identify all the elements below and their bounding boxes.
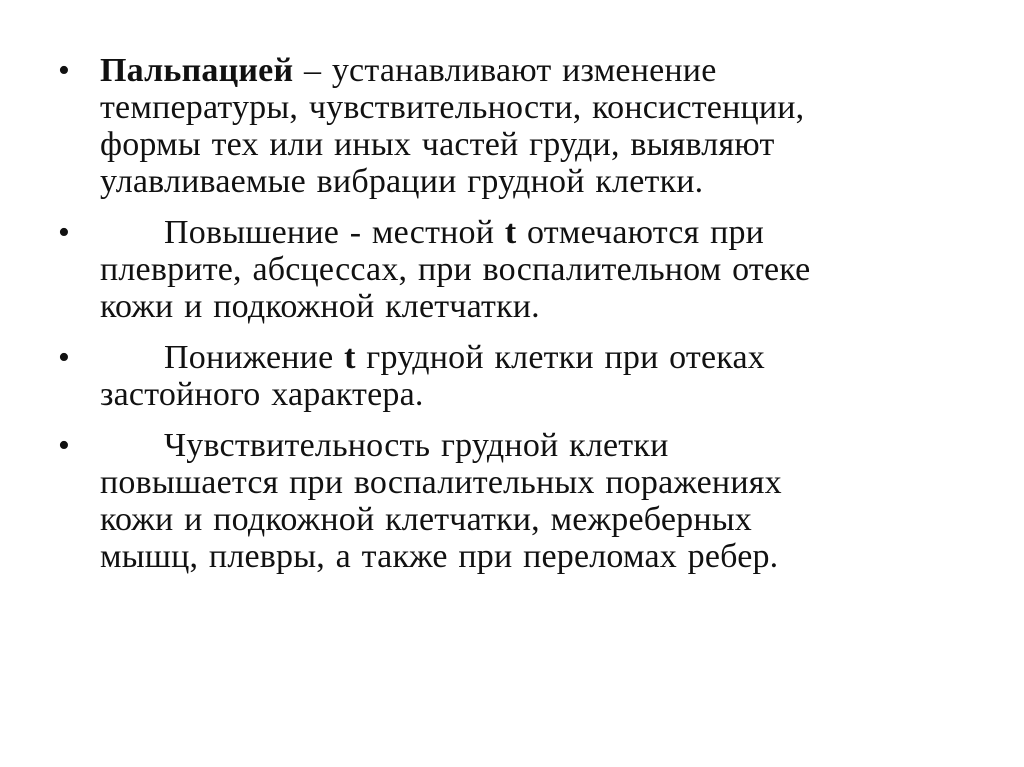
list-item-text [100,427,960,575]
list-item-text [100,339,960,413]
bullet-icon: • [58,427,70,464]
bullet-icon: • [58,214,70,251]
t-bold: t [344,339,356,376]
list-item-text [100,52,960,200]
t-bold: t [504,214,517,251]
text-line: улавливаемые вибрации грудной клетки. [100,163,704,200]
text-span: грудной клетки при отеках [355,339,765,376]
list-item-palpation [0,52,1024,200]
text-line: застойного характера. [100,376,424,413]
text-span: отмечаются при [516,214,765,251]
term-bold: Пальпацией [100,52,294,89]
text-line: кожи и подкожной клетчатки, межреберных [100,501,752,538]
list-item-text [100,214,960,325]
text-line: формы тех или иных частей груди, выявляют [100,126,775,163]
text-line [100,427,960,464]
text-line [100,339,960,376]
text-line: температуры, чувствительности, консистенции, [100,89,805,126]
text-span: Чувствительность грудной клетки [164,427,669,464]
text-span: Повышение - местной [164,214,505,251]
text-line: кожи и подкожной клетчатки. [100,288,540,325]
list-item-sensitivity [0,427,1024,575]
text-line [100,52,960,89]
text-line: повышается при воспалительных поражениях [100,464,782,501]
list-item-decrease [0,339,1024,413]
text-line: плеврите, абсцессах, при воспалительном отеке [100,251,811,288]
bullet-icon: • [58,52,70,89]
list-item-increase [0,214,1024,325]
bullet-list [0,52,1024,589]
text-span: Понижение [164,339,345,376]
bullet-icon: • [58,339,70,376]
text-span: – устанавливают изменение [293,52,717,89]
text-line: мышц, плевры, а также при переломах ребер. [100,538,779,575]
text-line [100,214,960,251]
